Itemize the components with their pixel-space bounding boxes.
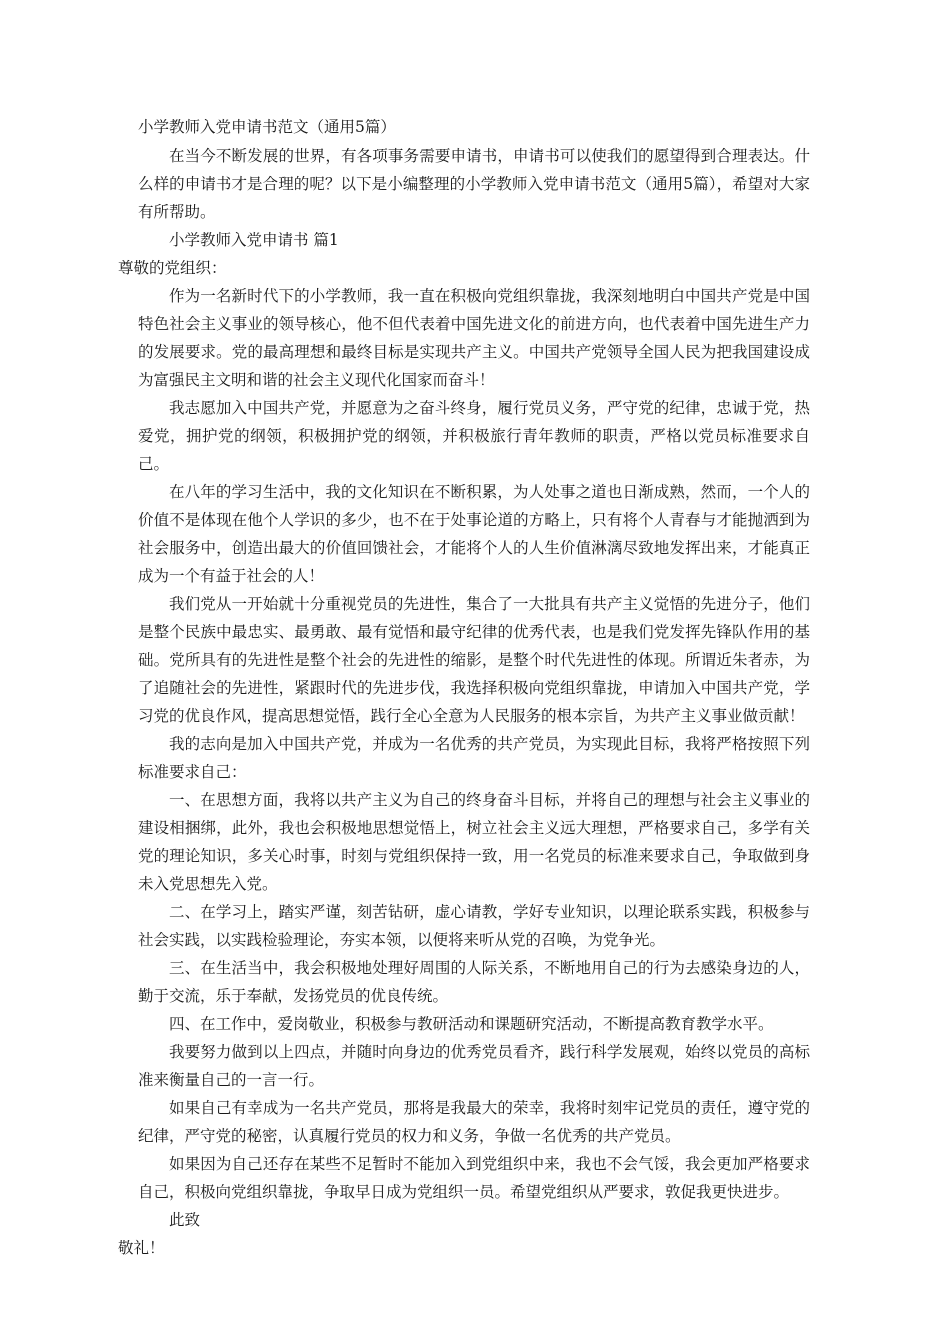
document-title: 小学教师入党申请书范文（通用5篇） [138,118,396,136]
body-paragraph: 二、在学习上，踏实严谨，刻苦钻研，虚心请教，学好专业知识，以理论联系实践，积极参与社会实践，以实践检验理论，夯实本领，以便将来听从党的召唤，为党争光。 [138,903,810,949]
body-paragraph: 作为一名新时代下的小学教师，我一直在积极向党组织靠拢，我深刻地明白中国共产党是中国特色社会主义事业的领导核心，他不但代表着中国先进文化的前进方向，也代表着中国先进生产力的发展要求。党的最高理想和最终目标是实现共产主义。中国共产党领导全国人民为把我国建设成为富强民主文明和谐的社会主义现代化国家而奋斗！ [138,287,810,389]
intro-paragraph: 在当今不断发展的世界，有各项事务需要申请书，申请书可以使我们的愿望得到合理表达。什么样的申请书才是合理的呢？以下是小编整理的小学教师入党申请书范文（通用5篇），希望对大家有所帮助。 [138,147,810,221]
body-paragraph: 如果因为自己还存在某些不足暂时不能加入到党组织中来，我也不会气馁，我会更加严格要求自己，积极向党组织靠拢，争取早日成为党组织一员。希望党组织从严要求，敦促我更快进步。 [138,1155,810,1201]
document-body [118,114,810,1262]
body-paragraph: 四、在工作中，爱岗敬业，积极参与教研活动和课题研究活动，不断提高教育教学水平。 [169,1015,774,1033]
body-paragraph: 在八年的学习生活中，我的文化知识在不断积累，为人处事之道也日渐成熟，然而，一个人的价值不是体现在他个人学识的多少，也不在于处事论道的方略上，只有将个人青春与才能抛洒到为社会服务中，创造出最大的价值回馈社会，才能将个人的人生价值淋漓尽致地发挥出来，才能真正成为一个有益于社会的人！ [138,483,810,585]
closing-salute: 敬礼！ [118,1239,165,1257]
body-paragraph: 一、在思想方面，我将以共产主义为自己的终身奋斗目标，并将自己的理想与社会主义事业的建设相捆绑，此外，我也会积极地思想觉悟上，树立社会主义远大理想，严格要求自己，多学有关党的理论知识，多关心时事，时刻与党组织保持一致，用一名党员的标准来要求自己，争取做到身未入党思想先入党。 [138,791,810,893]
body-paragraph: 如果自己有幸成为一名共产党员，那将是我最大的荣幸，我将时刻牢记党员的责任，遵守党的纪律，严守党的秘密，认真履行党员的权力和义务，争做一名优秀的共产党员。 [138,1099,810,1145]
body-paragraph: 我们党从一开始就十分重视党员的先进性，集合了一大批具有共产主义觉悟的先进分子，他们是整个民族中最忠实、最勇敢、最有觉悟和最守纪律的优秀代表，也是我们党发挥先锋队作用的基础。党所具有的先进性是整个社会的先进性的缩影，是整个时代先进性的体现。所谓近朱者赤，为了追随社会的先进性，紧跟时代的先进步伐，我选择积极向党组织靠拢，申请加入中国共产党，学习党的优良作风，提高思想觉悟，践行全心全意为人民服务的根本宗旨，为共产主义事业做贡献！ [138,595,810,725]
closing-line: 此致 [169,1211,201,1229]
salutation: 尊敬的党组织： [118,259,227,277]
body-paragraph: 三、在生活当中，我会积极地处理好周围的人际关系，不断地用自己的行为去感染身边的人，勤于交流，乐于奉献，发扬党员的优良传统。 [138,959,810,1005]
body-paragraph: 我的志向是加入中国共产党，并成为一名优秀的共产党员，为实现此目标，我将严格按照下列标准要求自己： [138,735,810,781]
section-title: 小学教师入党申请书 篇1 [169,231,339,249]
body-paragraph: 我要努力做到以上四点，并随时向身边的优秀党员看齐，践行科学发展观，始终以党员的高标准来衡量自己的一言一行。 [138,1043,810,1089]
body-paragraph: 我志愿加入中国共产党，并愿意为之奋斗终身，履行党员义务，严守党的纪律，忠诚于党，热爱党，拥护党的纲领，积极拥护党的纲领，并积极旅行青年教师的职责，严格以党员标准要求自己。 [138,399,810,473]
